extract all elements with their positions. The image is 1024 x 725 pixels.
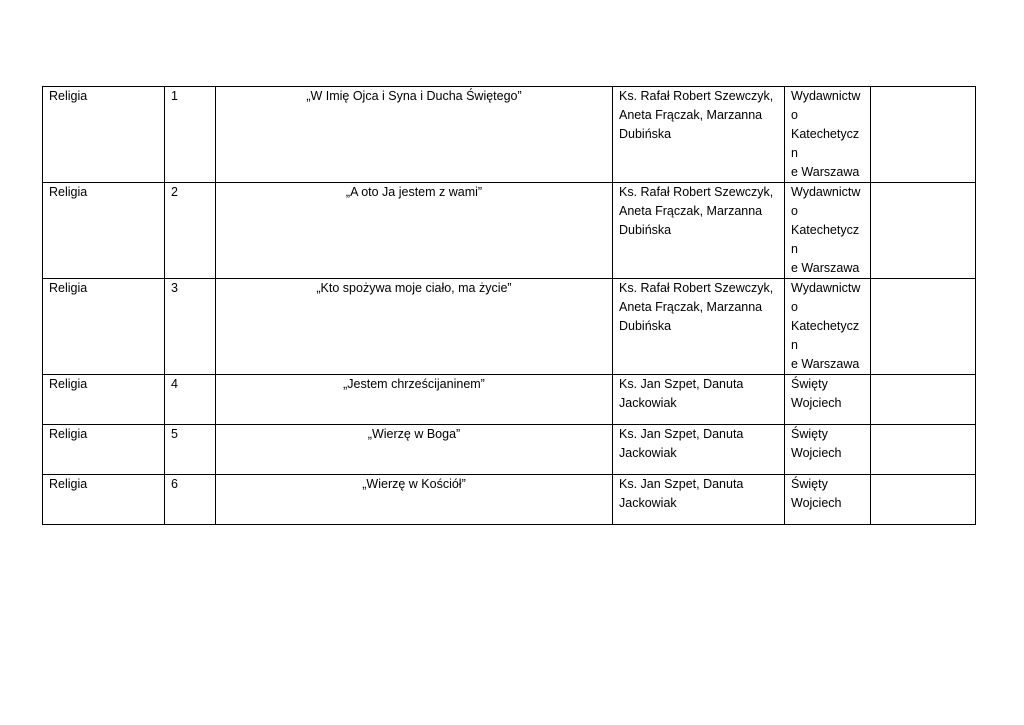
subject-cell: Religia [43,375,165,425]
subject-cell: Religia [43,183,165,279]
class-cell: 1 [165,87,216,183]
publisher-line: Święty [791,477,828,491]
subject-cell: Religia [43,279,165,375]
class-cell: 5 [165,425,216,475]
extra-cell [871,375,976,425]
table-row [43,425,976,475]
authors-cell [613,475,785,525]
publisher-line: Katechetyczn [791,223,860,256]
authors-line: Dubińska [619,223,672,237]
authors-line: Ks. Rafał Robert Szewczyk, [619,89,774,103]
title-cell: „W Imię Ojca i Syna i Ducha Świętego” [216,87,613,183]
subject-cell: Religia [43,87,165,183]
authors-line: Aneta Frączak, Marzanna [619,108,763,122]
authors-line: Ks. Jan Szpet, Danuta [619,427,744,441]
authors-line: Ks. Rafał Robert Szewczyk, [619,185,774,199]
authors-line: Ks. Jan Szpet, Danuta [619,377,744,391]
authors-cell [613,375,785,425]
publisher-cell [785,375,871,425]
authors-line: Ks. Rafał Robert Szewczyk, [619,281,774,295]
authors-cell [613,87,785,183]
publisher-line: e Warszawa [791,165,860,179]
extra-cell [871,87,976,183]
publisher-cell [785,183,871,279]
extra-cell [871,475,976,525]
class-cell: 6 [165,475,216,525]
publisher-cell [785,425,871,475]
extra-cell [871,279,976,375]
table-row [43,87,976,183]
publisher-line: o [791,204,798,218]
subject-cell: Religia [43,425,165,475]
publisher-line: Święty [791,377,828,391]
title-cell: „Kto spożywa moje ciało, ma życie” [216,279,613,375]
subject-cell: Religia [43,475,165,525]
publisher-cell [785,475,871,525]
class-cell: 2 [165,183,216,279]
table-row [43,475,976,525]
title-cell: „Wierzę w Boga” [216,425,613,475]
publisher-cell [785,279,871,375]
publisher-line: e Warszawa [791,357,860,371]
authors-line: Dubińska [619,127,672,141]
publisher-line: Wojciech [791,396,842,410]
publisher-cell [785,87,871,183]
authors-line: Dubińska [619,319,672,333]
extra-cell [871,425,976,475]
class-cell: 4 [165,375,216,425]
title-cell: „A oto Ja jestem z wami” [216,183,613,279]
publisher-line: Katechetyczn [791,319,860,352]
class-cell: 3 [165,279,216,375]
authors-cell [613,279,785,375]
publisher-line: Katechetyczn [791,127,860,160]
table-row [43,279,976,375]
publisher-line: Wydawnictw [791,185,861,199]
authors-line: Jackowiak [619,496,677,510]
publisher-line: o [791,108,798,122]
authors-cell [613,183,785,279]
publisher-line: e Warszawa [791,261,860,275]
table-row [43,375,976,425]
extra-cell [871,183,976,279]
publisher-line: o [791,300,798,314]
publisher-line: Wydawnictw [791,281,861,295]
authors-line: Jackowiak [619,396,677,410]
title-cell: „Wierzę w Kościół” [216,475,613,525]
authors-line: Ks. Jan Szpet, Danuta [619,477,744,491]
textbook-table [42,86,976,525]
authors-line: Aneta Frączak, Marzanna [619,204,763,218]
authors-line: Jackowiak [619,446,677,460]
publisher-line: Wydawnictw [791,89,861,103]
authors-line: Aneta Frączak, Marzanna [619,300,763,314]
title-cell: „Jestem chrześcijaninem” [216,375,613,425]
publisher-line: Wojciech [791,496,842,510]
table-row [43,183,976,279]
publisher-line: Święty [791,427,828,441]
authors-cell [613,425,785,475]
publisher-line: Wojciech [791,446,842,460]
